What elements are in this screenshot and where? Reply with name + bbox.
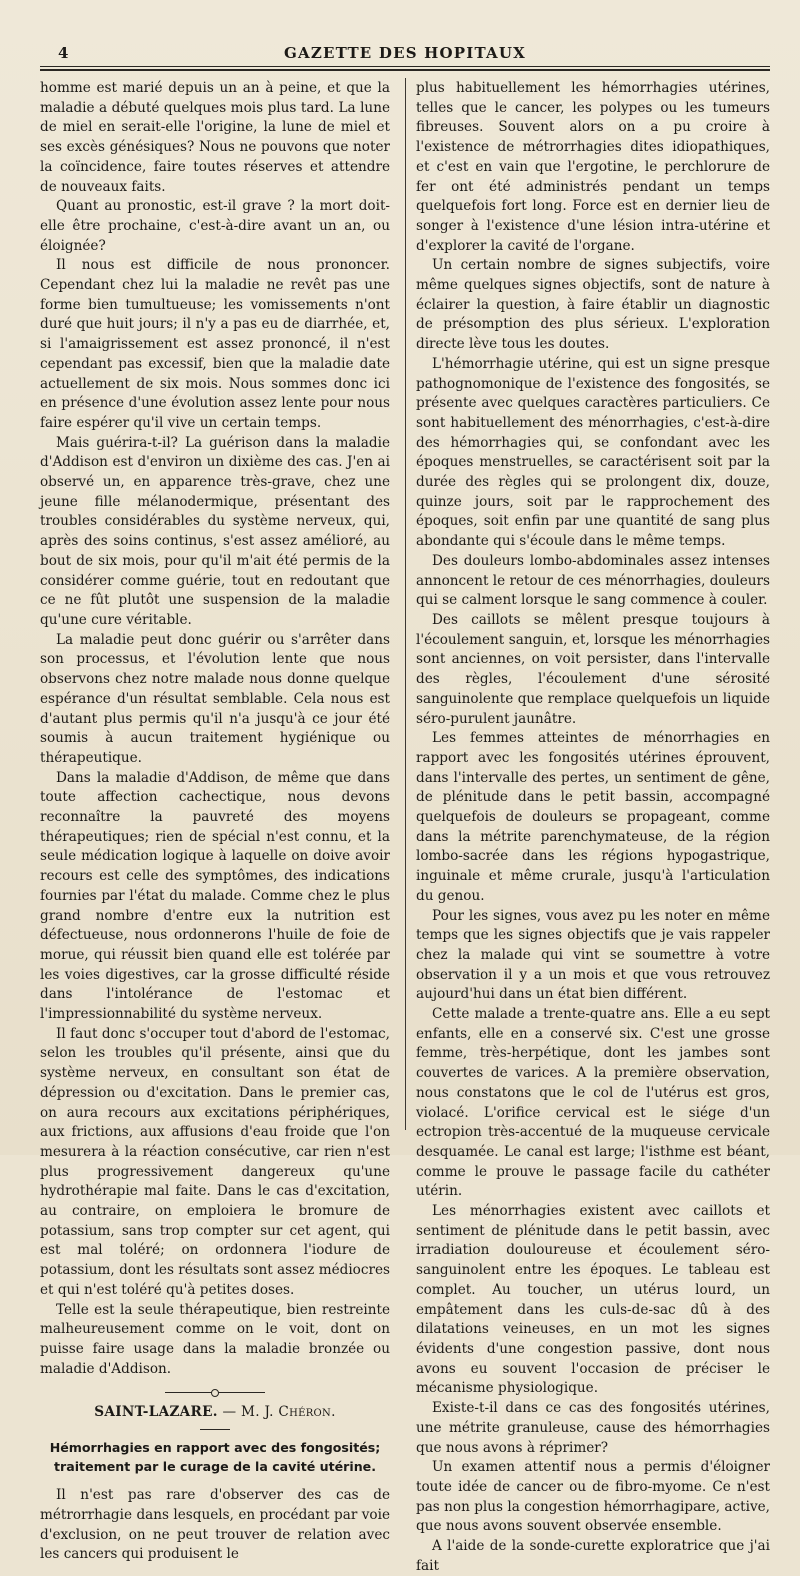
paragraph: Existe-t-il dans ce cas des fongosités utérines, une métrite granuleuse, cause des hémorrhagies que nous avons à réprimer? xyxy=(416,1400,770,1456)
section-author: M. J. Chéron. xyxy=(240,1404,336,1421)
column-divider xyxy=(405,78,406,1130)
section-dash: — xyxy=(222,1404,237,1421)
section-heading xyxy=(40,1403,390,1423)
page-header xyxy=(40,42,770,64)
paragraph: Un certain nombre de signes subjectifs, voire même quelques signes objectifs, sont de nature à éclairer la question, à faire établir un diagnostic de présomption des plus sérieux. L'exploration directe lève tous les doutes. xyxy=(416,257,770,353)
paragraph: L'hémorrhagie utérine, qui est un signe presque pathognomonique de l'existence des fongosités, se présente avec quelques caractères particuliers. Ce sont habituellement des ménorrhagies, c'est-à-dire des hémorrhagies qui, se confondant avec les époques menstruelles, se caractérisent soit par la durée des règles qui se prolongent dix, douze, quinze jours, soit par le rapprochement des époques, soit enfin par une quantité de sang plus abondante qui s'écoule dans le même temps. xyxy=(416,355,770,550)
paragraph: Des caillots se mêlent presque toujours à l'écoulement sanguin, et, lorsque les ménorrhagies sont anciennes, on voit persister, dans l'intervalle des règles, l'écoulement d'une sérosité sanguinolente que remplace quelquefois un liquide séro-purulent jaunâtre. xyxy=(416,611,770,727)
paragraph: Un examen attentif nous a permis d'éloigner toute idée de cancer ou de fibro-myome. Ce n'est pas non plus la congestion hémorrhagipare, active, que nous avons souvent observée ensemble. xyxy=(416,1459,770,1535)
paragraph: Il nous est difficile de nous prononcer. Cependant chez lui la maladie ne revêt pas une forme bien tumultueuse; les vomissements n'ont duré que huit jours; il n'y a pas eu de diarrhée, et, si l'amaigrissement est assez prononcé, il n'est cependant pas excessif, bien que la maladie date actuellement de six mois. Nous sommes donc ici en présence d'une évolution assez lente pour nous faire espérer qu'il vive un certain temps. xyxy=(40,257,390,431)
paragraph: A l'aide de la sonde-curette exploratrice que j'ai fait xyxy=(416,1538,770,1574)
paragraph: Pour les signes, vous avez pu les noter en même temps que les signes objectifs que je vais rappeler chez la malade qui vint se soumettre à votre observation il y a un mois et que vous retrouvez aujourd'hui dans un état bien différent. xyxy=(416,907,770,1003)
ornament-separator xyxy=(165,1389,265,1395)
header-rule-thin xyxy=(40,66,770,67)
paragraph: Les ménorrhagies existent avec caillots et sentiment de plénitude dans le petit bassin, avec irradiation douloureuse et écoulement séro-sanguinolent entre les époques. Le tableau est complet. Au toucher, un utérus lourd, un empâtement dans les culs-de-sac dû à des dilatations veineuses, en un mot les signes évidents d'une congestion passive, dont nous avons eu souvent l'occasion de préciser le mécanisme physiologique. xyxy=(416,1203,770,1397)
paragraph: plus habituellement les hémorrhagies utérines, telles que le cancer, les polypes ou les tumeurs fibreuses. Souvent alors on a pu croire à l'existence de métrorrhagies dites idiopathiques, et c'est en vain que l'ergotine, le perchlorure de fer ont été administrés pendant un temps quelquefois fort long. Force est en dernier lieu de songer à l'existence d'une lésion intra-utérine et d'explorer la cavité de l'organe. xyxy=(416,80,770,254)
paragraph: Il n'est pas rare d'observer des cas de métrorrhagie dans lesquels, en procédant par voie d'exclusion, on ne peut trouver de relation avec les cancers qui produisent le xyxy=(40,1487,390,1563)
section-place: SAINT-LAZARE. xyxy=(94,1404,218,1421)
journal-title: GAZETTE DES HOPITAUX xyxy=(283,44,526,62)
lecture-title: Hémorrhagies en rapport avec des fongosités; traitement par le curage de la cavité utérine. xyxy=(49,1440,381,1475)
short-divider xyxy=(200,1429,230,1430)
paragraph: Mais guérira-t-il? La guérison dans la maladie d'Addison est d'environ un dixième des cas. J'en ai observé un, en apparence très-grave, chez une jeune fille mélanodermique, présentant des troubles considérables du système nerveux, qui, après des soins continus, s'est assez amélioré, au bout de six mois, pour qu'il m'ait été permis de la considérer comme guérie, tout en redoutant que ce ne fût plutôt une suspension de la maladie qu'une cure véritable. xyxy=(40,434,390,628)
paragraph: Telle est la seule thérapeutique, bien restreinte malheureusement comme on le voit, dont on puisse faire usage dans la maladie bronzée ou maladie d'Addison. xyxy=(40,1301,390,1377)
paragraph: Des douleurs lombo-abdominales assez intenses annoncent le retour de ces ménorrhagies, douleurs qui se calment lorsque le sang commence à couler. xyxy=(416,552,770,609)
paragraph: Il faut donc s'occuper tout d'abord de l'estomac, selon les troubles qu'il présente, ainsi que du système nerveux, en consultant son état de dépression ou d'excitation. Dans le premier cas, on aura recours aux excitations périphériques, aux frictions, aux affusions d'eau froide que l'on mesurera à la réaction consécutive, car rien n'est plus progressivement dangereux qu'une hydrothérapie mal faite. Dans le cas d'excitation, au contraire, on emploiera le bromure de potassium, sans trop compter sur cet agent, qui est mal toléré; on ordonnera l'iodure de potassium, dont les résultats sont assez médiocres et qui n'est toléré qu'à petites doses. xyxy=(40,1025,390,1298)
paragraph: Dans la maladie d'Addison, de même que dans toute affection cachectique, nous devons reconnaître la pauvreté des moyens thérapeutiques; rien de spécial n'est connu, et la seule médication logique à laquelle on doive avoir recours est celle des symptômes, des indications fournies par l'état du malade. Comme chez le plus grand nombre d'entre eux la nutrition est défectueuse, nous ordonnerons l'huile de foie de morue, qui réussit bien quand elle est tolérée par les voies digestives, car la grosse difficulté réside dans l'intolérance de l'estomac et l'impressionnabilité du système nerveux. xyxy=(40,769,390,1023)
header-rule-thick xyxy=(40,69,770,71)
paragraph: Quant au pronostic, est-il grave ? la mort doit-elle être prochaine, c'est-à-dire avant un an, ou éloignée? xyxy=(40,198,390,254)
page-number: 4 xyxy=(58,44,69,62)
left-column xyxy=(40,79,390,1565)
paragraph: Cette malade a trente-quatre ans. Elle a eu sept enfants, elle en a conservé six. C'est une grosse femme, très-herpétique, dont les jambes sont couvertes de varices. A la première observation, nous constatons que le col de l'utérus est gros, violacé. L'orifice cervical est le siége d'un ectropion très-accentué de la muqueuse cervicale desquamée. Le canal est large; l'isthme est béant, comme le prouve le passage facile du cathéter utérin. xyxy=(416,1006,770,1200)
paragraph: homme est marié depuis un an à peine, et que la maladie a débuté quelques mois plus tard. La lune de miel en serait-elle l'origine, la lune de miel et ses excès génésiques? Nous ne pouvons que noter la coïncidence, faire toutes réserves et attendre de nouveaux faits. xyxy=(40,80,390,195)
paragraph: La maladie peut donc guérir ou s'arrêter dans son processus, et l'évolution lente que nous observons chez notre malade nous donne quelque espérance d'un résultat semblable. Cela nous est d'autant plus permis qu'il n'a jusqu'à ce jour été soumis à aucun traitement hygiénique ou thérapeutique. xyxy=(40,631,390,766)
paragraph: Les femmes atteintes de ménorrhagies en rapport avec les fongosités utérines éprouvent, dans l'intervalle des pertes, un sentiment de gêne, de plénitude dans le petit bassin, accompagné quelquefois de douleurs se propageant, comme dans la métrite parenchymateuse, de la région lombo-sacrée dans les régions hypogastrique, inguinale et même crurale, jusqu'à l'articulation du genou. xyxy=(416,730,770,904)
right-column xyxy=(416,79,770,1576)
